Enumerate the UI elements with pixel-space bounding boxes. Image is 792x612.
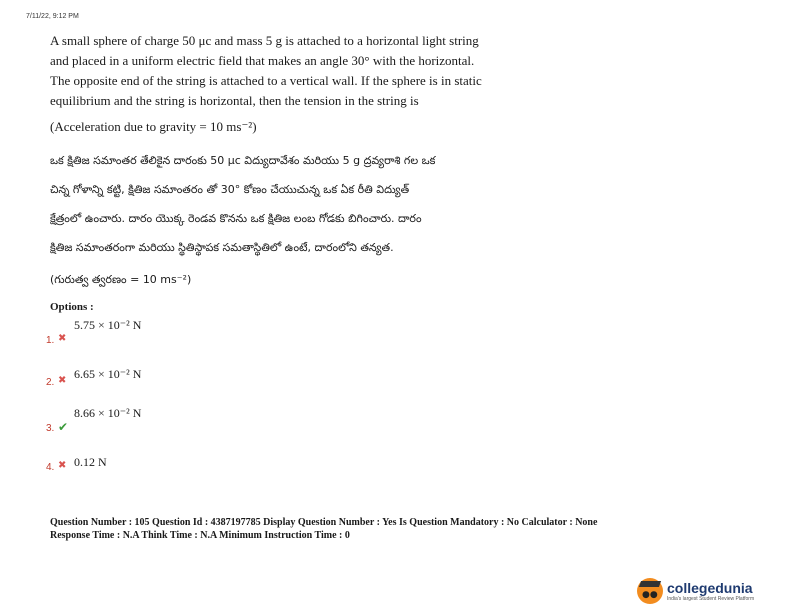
option-value: 8.66 × 10⁻² N xyxy=(74,406,142,420)
question-line: క్షితిజ సమాంతరంగా మరియు స్థితిస్థాపక సమతాస్థితిలో ఉంటే, దారంలోని తన్యత. xyxy=(50,241,394,254)
option-number: 3. xyxy=(46,423,55,434)
question-line: The opposite end of the string is attached to a vertical wall. If the sphere is in static xyxy=(50,73,482,88)
cross-icon: ✖ xyxy=(58,333,67,344)
question-line: చిన్న గోళాన్ని కట్టి, క్షితిజ సమాంతరం తో 30° కోణం చేయుచున్న ఒక ఏక రీతి విద్యుత్ xyxy=(50,183,410,196)
option-value: 0.12 N xyxy=(74,455,107,469)
gravity-note-english: (Acceleration due to gravity = 10 ms⁻²) xyxy=(50,119,257,134)
metadata-line: Question Number : 105 Question Id : 4387197785 Display Question Number : Yes Is Question Mandatory : No Calculator : None xyxy=(50,517,598,528)
option-number: 1. xyxy=(46,335,55,346)
check-icon: ✔ xyxy=(58,420,69,434)
question-telugu xyxy=(50,146,575,262)
question-line: క్షేత్రంలో ఉంచారు. దారం యొక్క రెండవ కొనను ఒక క్షితిజ లంబ గోడకు బిగించారు. దారం xyxy=(50,212,422,225)
option-number: 2. xyxy=(46,377,55,388)
option-number: 4. xyxy=(46,462,55,473)
question-line: and placed in a uniform electric field that makes an angle 30° with the horizontal. xyxy=(50,53,475,68)
question-line: ఒక క్షితిజ సమాంతర తేలికైన దారంకు 50 μc విద్యుదావేశం మరియు 5 g ద్రవ్యరాశి గల ఒక xyxy=(50,154,436,167)
metadata-line: Response Time : N.A Think Time : N.A Minimum Instruction Time : 0 xyxy=(50,530,350,541)
logo-brand: collegedunia xyxy=(667,580,753,596)
timestamp: 7/11/22, 9:12 PM xyxy=(26,13,79,20)
logo-tagline: India's largest Student Review Platform xyxy=(667,596,755,602)
cross-icon: ✖ xyxy=(58,460,67,471)
option-value: 5.75 × 10⁻² N xyxy=(74,318,142,332)
question-line: A small sphere of charge 50 μc and mass 5 g is attached to a horizontal light string xyxy=(50,33,479,48)
glasses-icon: ●● xyxy=(642,590,658,600)
option-value: 6.65 × 10⁻² N xyxy=(74,367,142,381)
question-metadata xyxy=(50,516,597,542)
cross-icon: ✖ xyxy=(58,375,67,386)
question-line: equilibrium and the string is horizontal, then the tension in the string is xyxy=(50,93,419,108)
grad-cap-icon xyxy=(639,581,661,587)
question-english xyxy=(50,31,575,111)
gravity-note-telugu: (గురుత్వ త్వరణం = 10 ms⁻²) xyxy=(50,273,192,286)
options-label: Options : xyxy=(50,301,94,313)
collegedunia-logo xyxy=(637,578,787,604)
